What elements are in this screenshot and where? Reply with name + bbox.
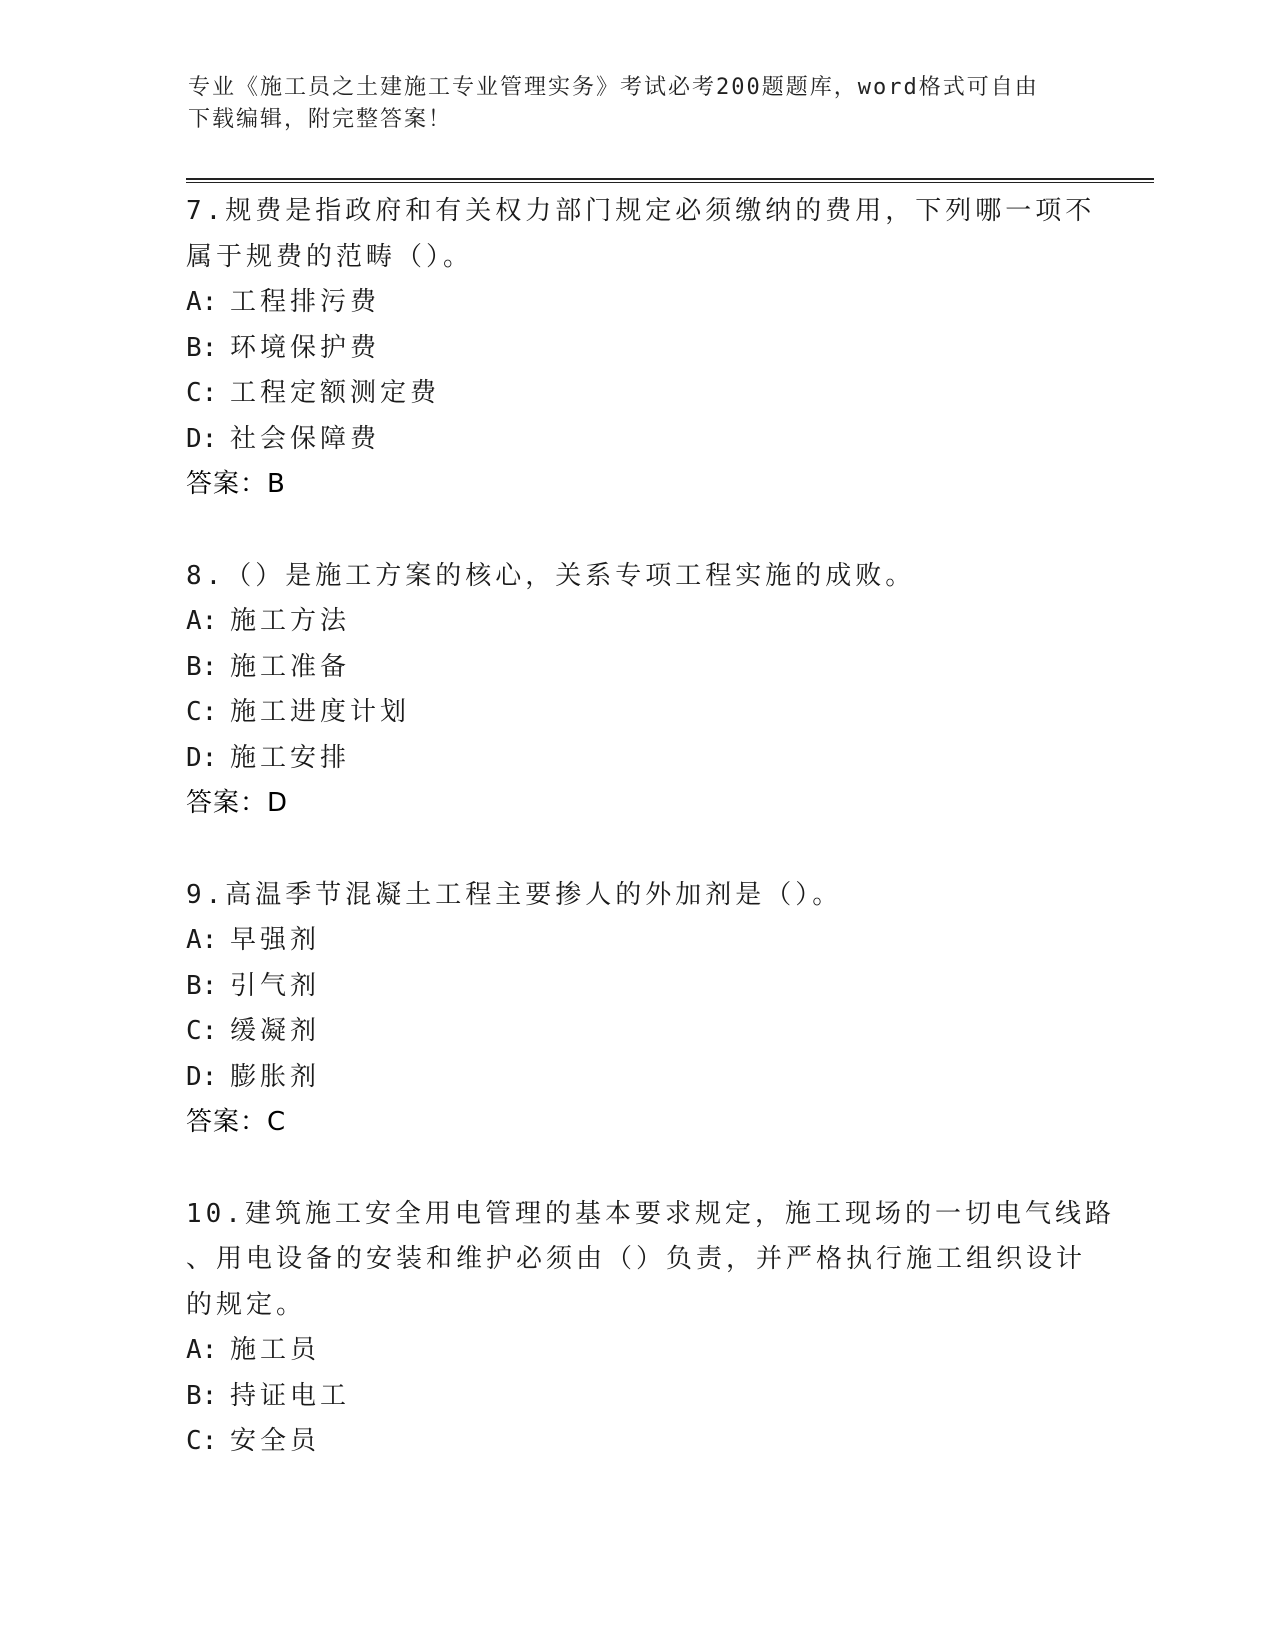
header-line-2: 下载编辑，附完整答案！ bbox=[188, 107, 453, 132]
option-letter: D: bbox=[186, 1061, 218, 1092]
option-c bbox=[186, 371, 1086, 417]
option-text: 施工准备 bbox=[230, 651, 351, 682]
option-letter: A: bbox=[186, 1335, 218, 1365]
header-rule-thick bbox=[186, 178, 1154, 180]
option-b bbox=[186, 326, 1086, 372]
option-text: 工程定额测定费 bbox=[230, 378, 441, 408]
question-7 bbox=[186, 189, 1096, 508]
question-8 bbox=[186, 554, 1086, 827]
header-line-1: 专业《施工员之土建施工专业管理实务》考试必考200题题库，word格式可自由 bbox=[188, 75, 1039, 100]
option-text: 早强剂 bbox=[230, 925, 321, 955]
option-text: 环境保护费 bbox=[230, 332, 381, 363]
option-text: 社会保障费 bbox=[230, 423, 381, 454]
header-rule-thin bbox=[186, 182, 1154, 183]
option-b bbox=[186, 645, 1086, 691]
option-a bbox=[186, 918, 1086, 964]
option-text: 膨胀剂 bbox=[230, 1061, 321, 1092]
option-letter: A: bbox=[186, 925, 218, 955]
option-letter: A: bbox=[186, 287, 218, 317]
question-text-line: 属于规费的范畴（）。 bbox=[186, 241, 474, 272]
option-letter: B: bbox=[186, 970, 218, 1001]
option-c bbox=[186, 1009, 1086, 1055]
option-c bbox=[186, 690, 1086, 736]
option-a bbox=[186, 1328, 1086, 1374]
option-c bbox=[186, 1419, 1086, 1465]
question-10 bbox=[186, 1192, 1115, 1465]
question-list bbox=[186, 189, 1115, 1511]
question-text-line: 8.（）是施工方案的核心，关系专项工程实施的成败。 bbox=[186, 560, 916, 591]
option-letter: C: bbox=[186, 1426, 218, 1456]
option-text: 引气剂 bbox=[230, 970, 321, 1001]
option-text: 施工安排 bbox=[230, 742, 351, 773]
answer-line: 答案：C bbox=[186, 1107, 287, 1137]
option-a bbox=[186, 599, 1086, 645]
option-letter: C: bbox=[186, 1016, 218, 1046]
option-text: 缓凝剂 bbox=[230, 1016, 321, 1046]
option-text: 施工员 bbox=[230, 1335, 321, 1365]
option-d bbox=[186, 736, 1086, 782]
option-text: 安全员 bbox=[230, 1426, 321, 1456]
option-letter: D: bbox=[186, 742, 218, 773]
option-d bbox=[186, 1055, 1086, 1101]
option-text: 持证电工 bbox=[230, 1380, 351, 1411]
option-a bbox=[186, 280, 1086, 326]
option-text: 施工进度计划 bbox=[230, 697, 411, 727]
question-text-line: 9.高温季节混凝土工程主要掺人的外加剂是（）。 bbox=[186, 879, 843, 910]
option-letter: C: bbox=[186, 697, 218, 727]
option-letter: C: bbox=[186, 378, 218, 408]
option-letter: B: bbox=[186, 651, 218, 682]
question-text-line: 、用电设备的安装和维护必须由（）负责，并严格执行施工组织设计 bbox=[186, 1244, 1087, 1274]
answer-line: 答案：D bbox=[186, 788, 289, 818]
answer-line: 答案：B bbox=[186, 469, 286, 499]
option-letter: D: bbox=[186, 423, 218, 454]
question-text-line: 10.建筑施工安全用电管理的基本要求规定，施工现场的一切电气线路 bbox=[186, 1198, 1115, 1229]
option-text: 施工方法 bbox=[230, 606, 351, 636]
option-letter: B: bbox=[186, 1380, 218, 1411]
question-text-line: 7.规费是指政府和有关权力部门规定必须缴纳的费用，下列哪一项不 bbox=[186, 196, 1096, 226]
option-b bbox=[186, 964, 1086, 1010]
option-text: 工程排污费 bbox=[230, 287, 381, 317]
question-text-line: 的规定。 bbox=[186, 1289, 307, 1320]
document-header bbox=[188, 72, 1078, 136]
option-d bbox=[186, 417, 1086, 463]
option-letter: B: bbox=[186, 332, 218, 363]
option-letter: A: bbox=[186, 606, 218, 636]
option-b bbox=[186, 1374, 1086, 1420]
question-9 bbox=[186, 873, 1086, 1146]
